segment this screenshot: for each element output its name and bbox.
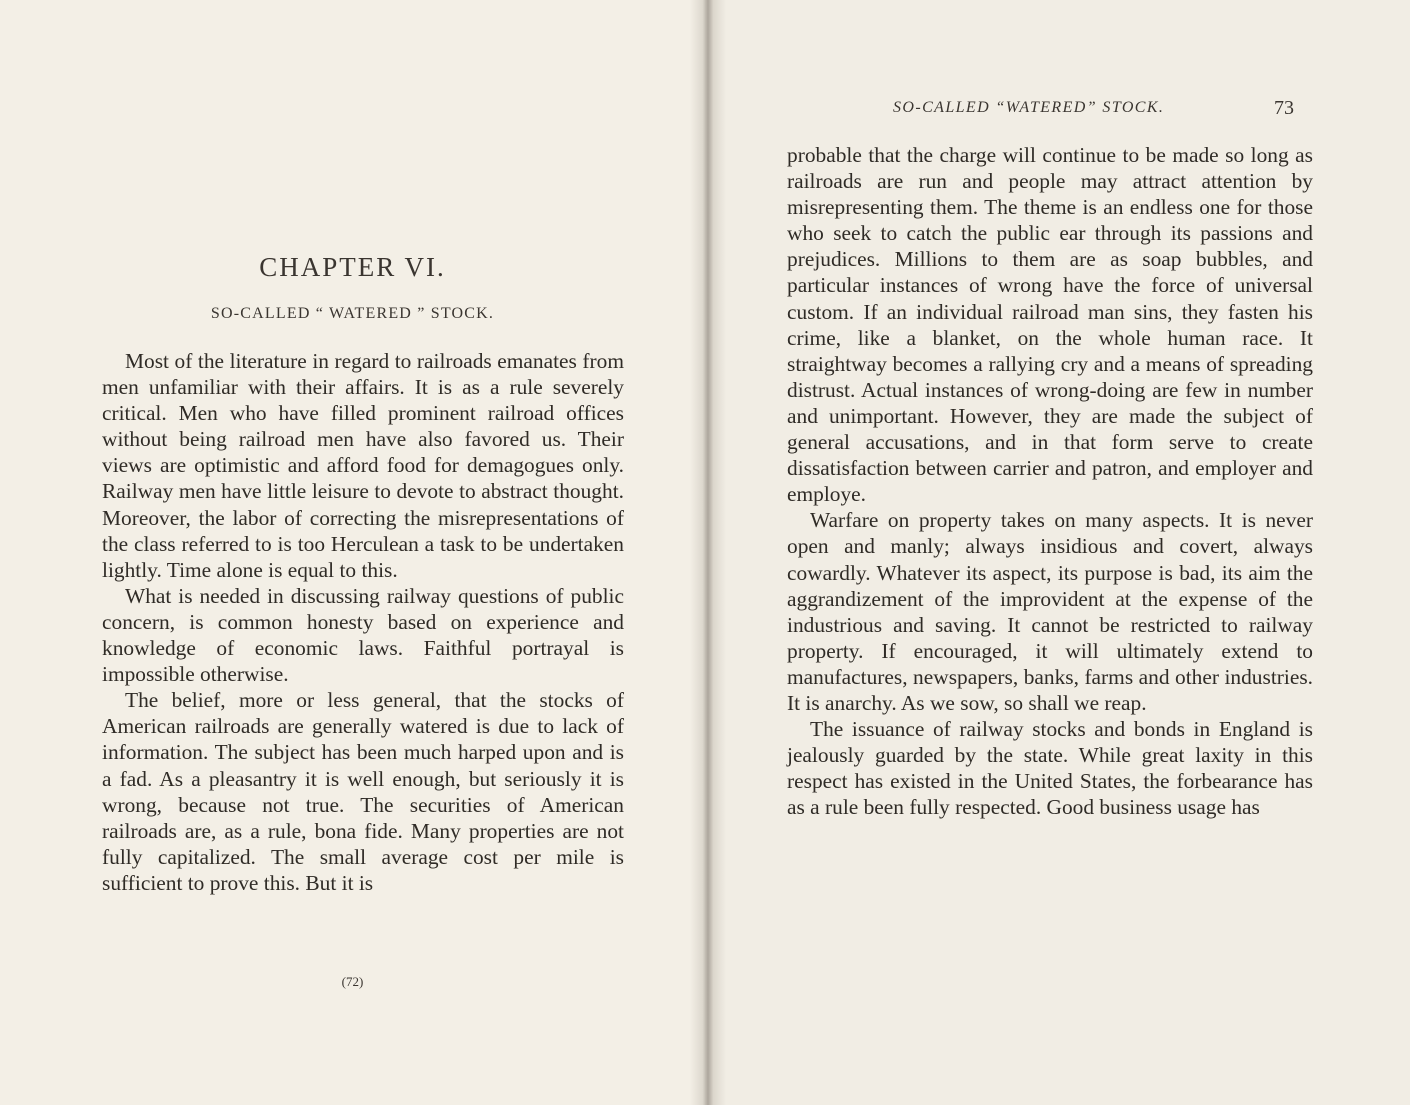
page-number: 73	[1274, 97, 1294, 119]
running-head: SO-CALLED “WATERED” STOCK.	[893, 99, 1165, 116]
left-body-text	[102, 348, 624, 896]
paragraph: Most of the literature in regard to railroads emanates from men unfamiliar with their affairs. It is as a rule severely critical. Men who have filled prominent railroad offices without being railroad men have also favored us. Their views are optimistic and afford food for demagogues only. Railway men have little leisure to devote to abstract thought. Moreover, the labor of correcting the misrepresentations of the class referred to is too Herculean a task to be undertaken lightly. Time alone is equal to this.	[102, 349, 624, 582]
book-gutter	[690, 0, 726, 1105]
paragraph: What is needed in discussing railway questions of public concern, is common honesty based on experience and knowledge of economic laws. Faithful portrayal is impossible otherwise.	[102, 583, 624, 687]
paragraph: probable that the charge will continue to be made so long as railroads are run and people may attract attention by misrepresenting them. The theme is an endless one for those who seek to catch the public ear through its passions and prejudices. Millions to them are as soap bubbles, and particular instances of wrong have the force of universal custom. If an individual railroad man sins, they fasten his crime, like a blanket, on the whole human race. It straightway becomes a rallying cry and a means of spreading distrust. Actual instances of wrong-doing are few in number and unimportant. However, they are made the subject of general accusations, and in that form serve to create dissatisfaction between carrier and patron, and employer and employe.	[787, 143, 1313, 507]
paragraph: The belief, more or less general, that the stocks of American railroads are generally watered is due to lack of information. The subject has been much harped upon and is a fad. As a pleasantry it is well enough, but seriously it is wrong, because not true. The securities of American railroads are, as a rule, bona fide. Many properties are not fully capitalized. The small average cost per mile is sufficient to prove this. But it is	[102, 688, 624, 895]
right-page	[705, 0, 1410, 1105]
chapter-subtitle: SO-CALLED “ WATERED ” STOCK.	[210, 305, 495, 322]
right-body-text	[787, 142, 1313, 820]
chapter-title: CHAPTER VI.	[259, 252, 446, 282]
paragraph: Warfare on property takes on many aspects. It is never open and manly; always insidious and covert, always cowardly. Whatever its aspect, its purpose is bad, its aim the aggrandizement of the improvident at the expense of the industrious and saving. It cannot be restricted to railway property. If encouraged, it will ultimately extend to manufactures, newspapers, banks, farms and other industries. It is anarchy. As we sow, so shall we reap.	[787, 508, 1313, 715]
page-folio: (72)	[341, 974, 364, 989]
paragraph: The issuance of railway stocks and bonds in England is jealously guarded by the state. While great laxity in this respect has existed in the United States, the forbearance has as a rule been fully respected. Good business usage has	[787, 717, 1313, 820]
